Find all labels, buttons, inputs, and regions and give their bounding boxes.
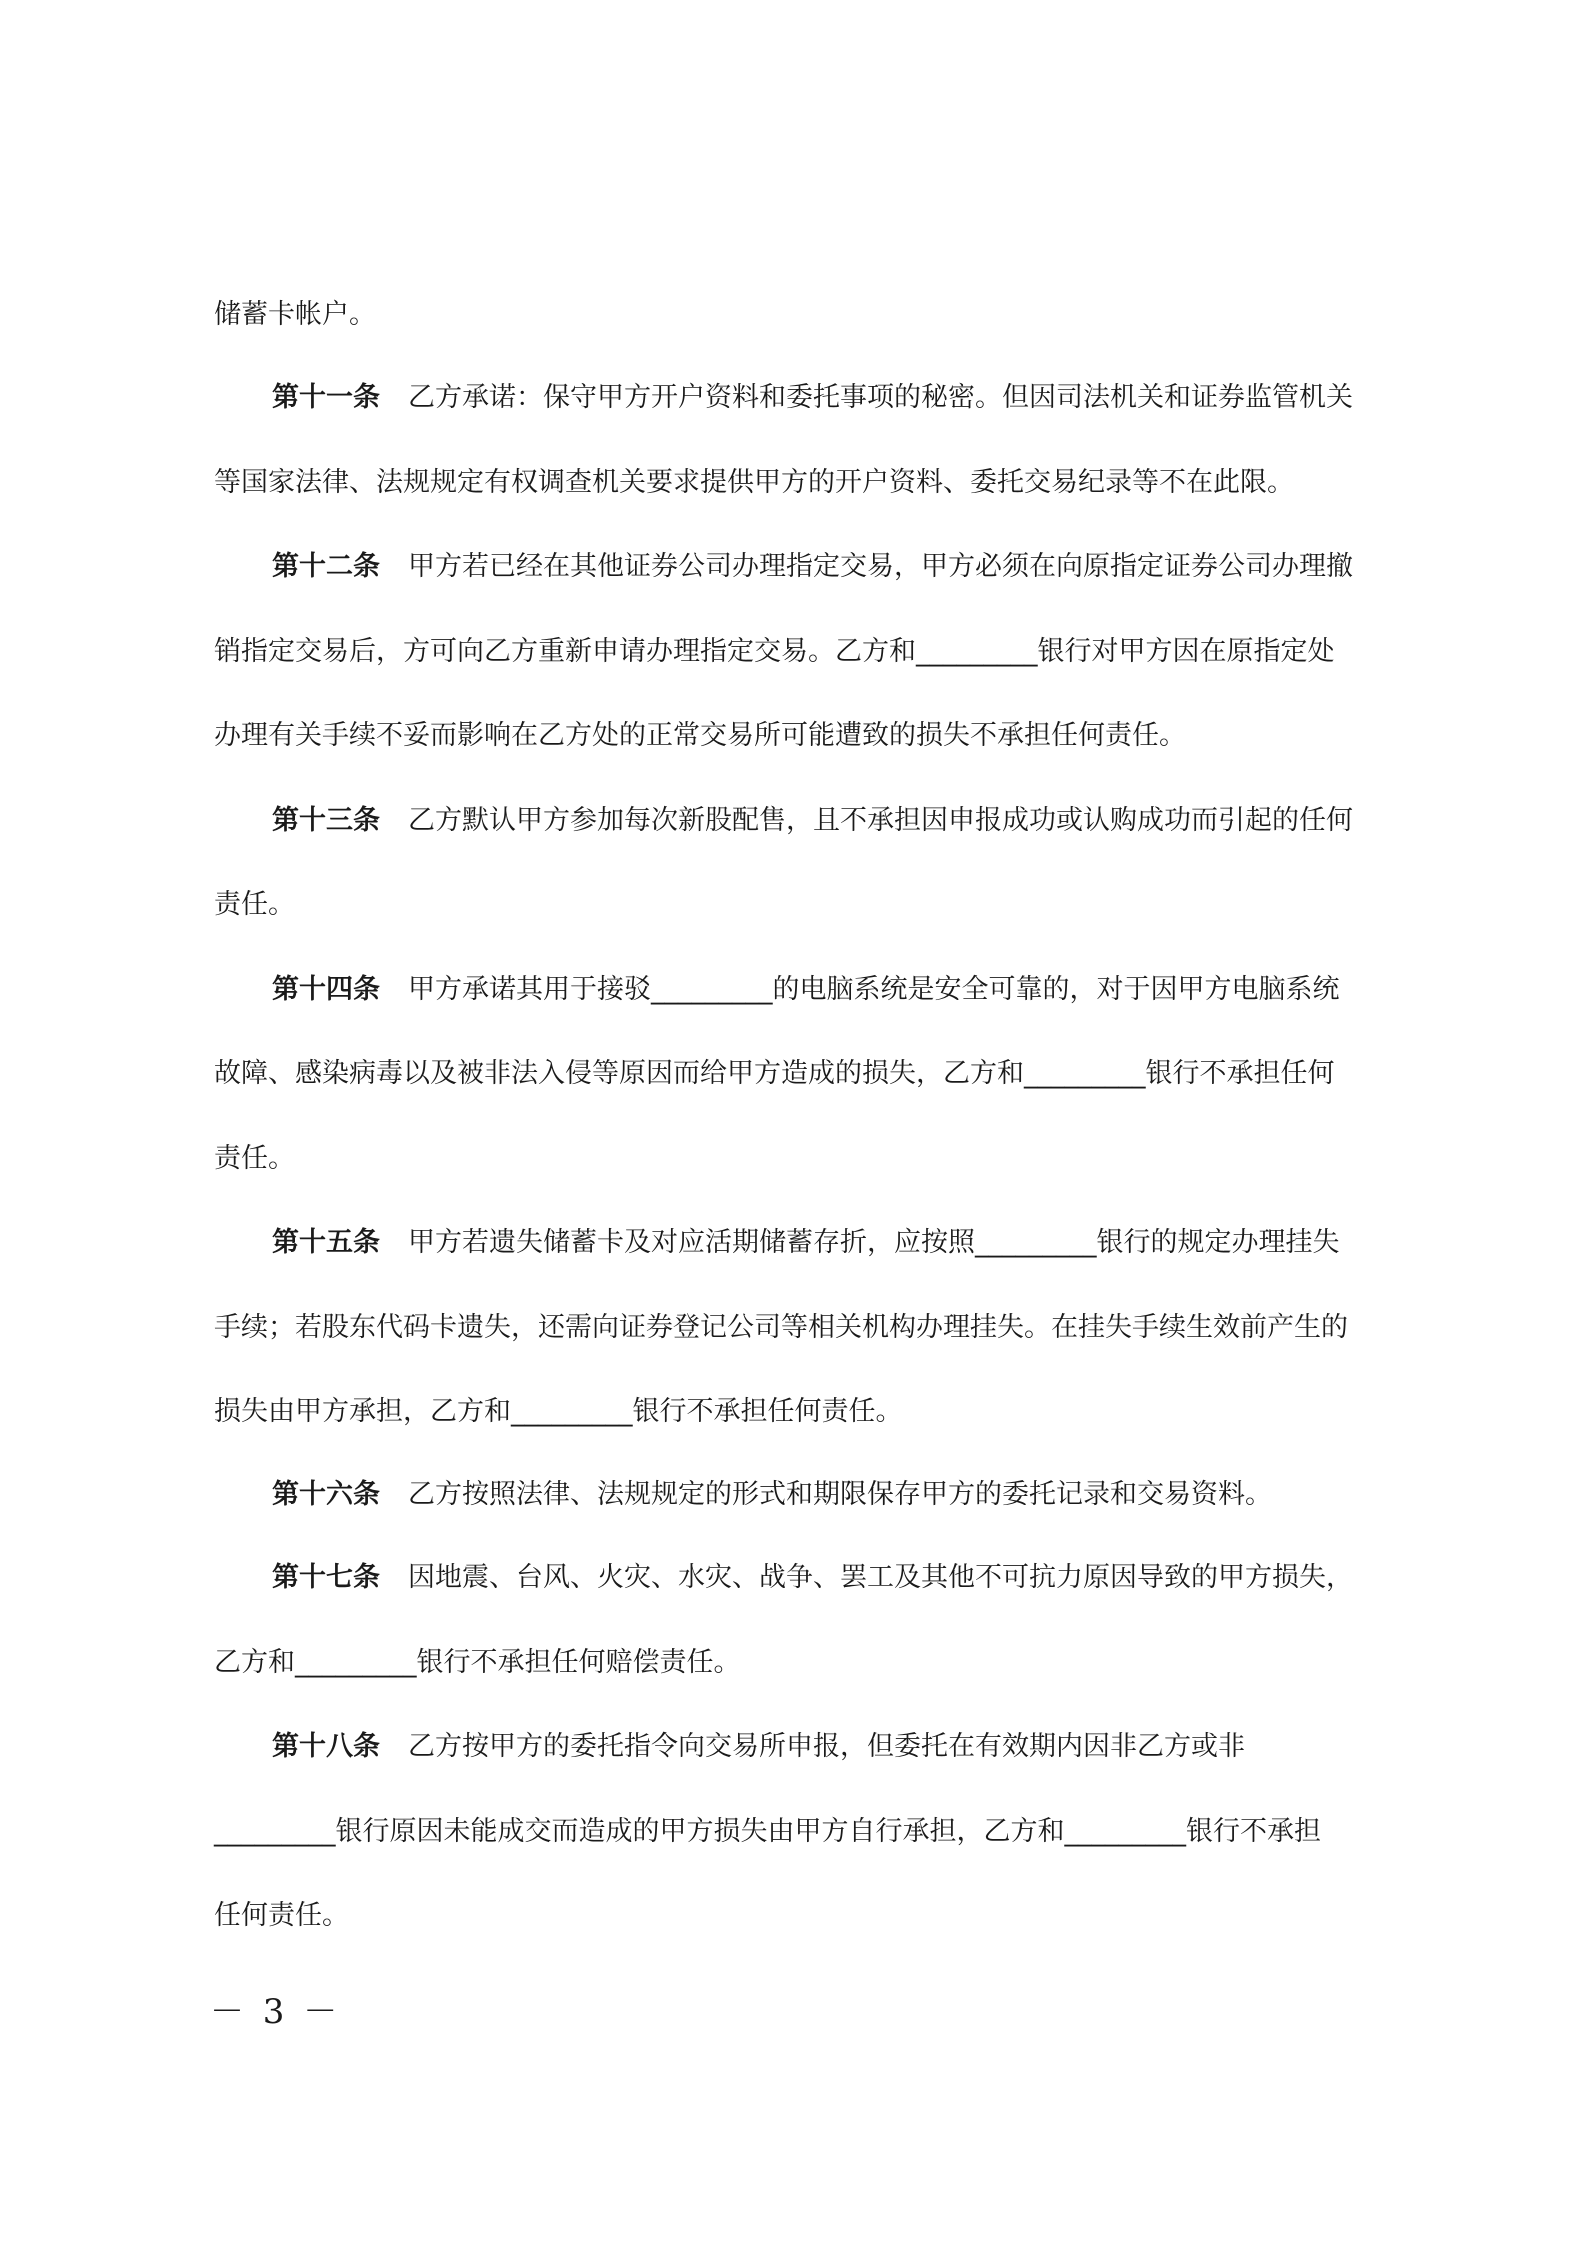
article-12-label: 第十二条 [272, 551, 380, 582]
article-18 [0, 1727, 1586, 1767]
article-13-line-2: 责任。 [214, 889, 295, 920]
article-15 [0, 1223, 1586, 1263]
article-15-cont-1 [0, 1308, 1586, 1348]
article-13-cont [0, 885, 1586, 925]
continuation-text: 储蓄卡帐户。 [214, 299, 376, 330]
article-13-line-1: 乙方默认甲方参加每次新股配售，且不承担因申报成功或认购成功而引起的任何 [408, 805, 1353, 836]
article-16-line-1: 乙方按照法律、法规规定的形式和期限保存甲方的委托记录和交易资料。 [408, 1479, 1272, 1510]
page-number: － 3 － [210, 1992, 342, 2032]
article-13 [0, 801, 1586, 841]
article-12-line-3: 办理有关手续不妥而影响在乙方处的正常交易所可能遭致的损失不承担任何责任。 [214, 720, 1186, 751]
article-15-line-2: 手续；若股东代码卡遗失，还需向证券登记公司等相关机构办理挂失。在挂失手续生效前产生的 [214, 1312, 1348, 1343]
article-17 [0, 1558, 1586, 1598]
continuation-line [0, 295, 1586, 335]
article-17-line-2: 乙方和_________银行不承担任何赔偿责任。 [214, 1647, 741, 1678]
article-16-label: 第十六条 [272, 1479, 380, 1510]
article-12-cont-1 [0, 632, 1586, 672]
article-12 [0, 547, 1586, 587]
article-15-line-1: 甲方若遗失储蓄卡及对应活期储蓄存折，应按照_________银行的规定办理挂失 [408, 1227, 1340, 1258]
article-11-cont [0, 463, 1586, 503]
article-17-cont [0, 1643, 1586, 1683]
article-16 [0, 1475, 1586, 1515]
article-14-line-3: 责任。 [214, 1143, 295, 1174]
article-11-label: 第十一条 [272, 382, 380, 413]
article-14-cont-1 [0, 1054, 1586, 1094]
article-18-label: 第十八条 [272, 1731, 380, 1762]
article-18-line-2: _________银行原因未能成交而造成的甲方损失由甲方自行承担，乙方和_________银行不承担 [214, 1816, 1321, 1847]
article-17-line-1: 因地震、台风、火灾、水灾、战争、罢工及其他不可抗力原因导致的甲方损失， [408, 1562, 1353, 1593]
article-14-line-2: 故障、感染病毒以及被非法入侵等原因而给甲方造成的损失，乙方和_________银行不承担任何 [214, 1058, 1335, 1089]
article-15-label: 第十五条 [272, 1227, 380, 1258]
article-11 [0, 378, 1586, 418]
article-12-cont-2 [0, 716, 1586, 756]
article-13-label: 第十三条 [272, 805, 380, 836]
article-11-line-2: 等国家法律、法规规定有权调查机关要求提供甲方的开户资料、委托交易纪录等不在此限。 [214, 467, 1294, 498]
article-18-line-3: 任何责任。 [214, 1900, 349, 1931]
article-17-label: 第十七条 [272, 1562, 380, 1593]
article-14-label: 第十四条 [272, 974, 380, 1005]
article-18-cont-2 [0, 1896, 1586, 1936]
article-12-line-2: 销指定交易后，方可向乙方重新申请办理指定交易。乙方和_________银行对甲方因在原指定处 [214, 636, 1335, 667]
article-14-line-1: 甲方承诺其用于接驳_________的电脑系统是安全可靠的，对于因甲方电脑系统 [408, 974, 1340, 1005]
article-15-line-3: 损失由甲方承担，乙方和_________银行不承担任何责任。 [214, 1396, 903, 1427]
article-12-line-1: 甲方若已经在其他证券公司办理指定交易，甲方必须在向原指定证券公司办理撤 [408, 551, 1353, 582]
article-14 [0, 970, 1586, 1010]
article-18-line-1: 乙方按甲方的委托指令向交易所申报，但委托在有效期内因非乙方或非 [408, 1731, 1245, 1762]
article-15-cont-2 [0, 1392, 1586, 1432]
article-11-line-1: 乙方承诺：保守甲方开户资料和委托事项的秘密。但因司法机关和证券监管机关 [408, 382, 1353, 413]
article-14-cont-2 [0, 1139, 1586, 1179]
article-18-cont-1 [0, 1812, 1586, 1852]
